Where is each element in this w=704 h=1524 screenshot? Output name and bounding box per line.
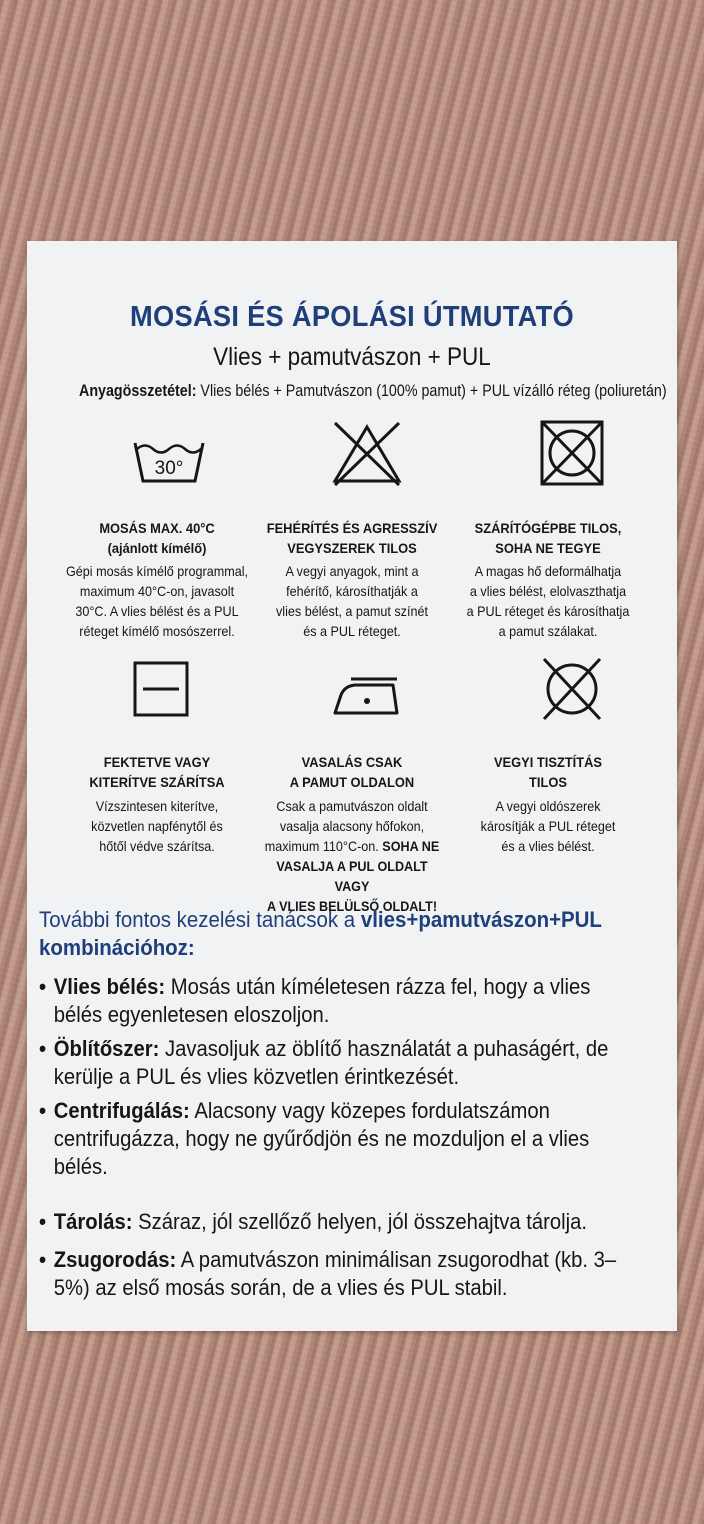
care-heading-iron: VASALÁS CSAK A PAMUT OLDALON: [289, 754, 415, 790]
svg-text:30°: 30°: [154, 458, 184, 479]
material-composition: [79, 381, 667, 401]
care-heading-dry-clean: VEGYI TISZTÍTÁS TILOS: [493, 754, 603, 790]
care-text-iron: Csak a pamutvászon oldalt vasalja alacsony hőfokon, maximum 110°C-on. SOHA NE VASALJA A PUL OLDALT VAGY A VLIES BELÜLSŐ OLDALT!: [264, 798, 440, 914]
care-text-dry-clean: A vegyi oldószerek károsítják a PUL réteget és a vlies bélést.: [480, 798, 616, 854]
care-heading-wash: MOSÁS MAX. 40°C (ajánlott kímélő): [99, 520, 215, 556]
care-heading-tumble-dry: SZÁRÍTÓGÉPBE TILOS, SOHA NE TEGYE: [474, 520, 622, 556]
dry-flat-icon: [125, 657, 205, 727]
composition-label: Anyagösszetétel:: [79, 381, 197, 400]
label-title: MOSÁSI ÉS ÁPOLÁSI ÚTMUTATÓ: [129, 301, 575, 333]
tips-intro: További fontos kezelési tanácsok a vlies+pamutvászon+PUL kombinációhoz:: [39, 907, 602, 960]
bullet-icon: •: [39, 1209, 47, 1234]
care-text-wash: Gépi mosás kímélő programmal, maximum 40°C-on, javasolt 30°C. A vlies bélést és a PUL réteget kímélő mosószerrel.: [65, 563, 249, 639]
no-tumble-dry-icon: [532, 419, 612, 489]
iron-low-icon: [327, 657, 407, 727]
list-item: • Tárolás: Száraz, jól szellőző helyen, jól összehajtva tárolja.: [39, 1209, 587, 1234]
care-label-card: [27, 241, 677, 1331]
wash-30-icon: [129, 429, 209, 499]
bullet-icon: •: [39, 1098, 47, 1123]
composition-text: Vlies bélés + Pamutvászon (100% pamut) + PUL vízálló réteg (poliuretán): [196, 381, 667, 400]
no-dry-clean-icon: [532, 655, 612, 725]
list-item: • Centrifugálás: Alacsony vagy közepes fordulatszámon centrifugázza, hogy ne gyűrődjön és ne mozduljon el a vlies bélés.: [39, 1098, 590, 1179]
care-heading-dry-flat: FEKTETVE VAGY KITERÍTVE SZÁRÍTSA: [89, 754, 225, 790]
bullet-icon: •: [39, 974, 47, 999]
label-subtitle: Vlies + pamutvászon + PUL: [213, 343, 491, 371]
list-item: • Zsugorodás: A pamutvászon minimálisan zsugorodhat (kb. 3–5%) az első mosás során, de a vlies és PUL stabil.: [39, 1247, 617, 1300]
list-item: • Vlies bélés: Mosás után kíméletesen rázza fel, hogy a vlies bélés egyenletesen eloszoljon.: [39, 974, 591, 1027]
bullet-icon: •: [39, 1036, 47, 1061]
care-text-tumble-dry: A magas hő deformálhatja a vlies bélést, elolvaszthatja a PUL réteget és károsíthatja a pamut szálakat.: [466, 563, 630, 639]
no-bleach-icon: [327, 419, 407, 489]
care-heading-bleach: FEHÉRÍTÉS ÉS AGRESSZÍV VEGYSZEREK TILOS: [266, 520, 438, 556]
bullet-icon: •: [39, 1247, 47, 1272]
list-item: • Öblítőszer: Javasoljuk az öblítő használatát a puhaságért, de kerülje a PUL és vlies közvetlen érintkezését.: [39, 1036, 609, 1089]
care-text-dry-flat: Vízszintesen kiterítve, közvetlen napfénytől és hőtől védve szárítsa.: [91, 798, 223, 854]
care-text-bleach: A vegyi anyagok, mint a fehérítő, károsíthatják a vlies bélést, a pamut színét és a PUL réteget.: [276, 563, 428, 639]
